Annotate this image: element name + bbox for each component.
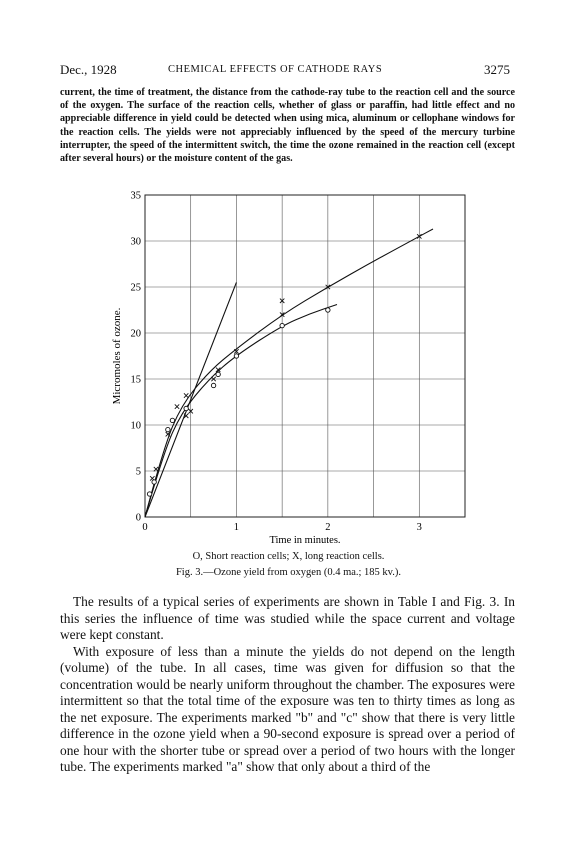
x-tick-label: 2 — [325, 522, 331, 533]
data-point-o — [166, 427, 170, 431]
y-tick-label: 10 — [130, 420, 141, 432]
chart-grid — [145, 195, 465, 517]
header-date: Dec., 1928 — [60, 62, 117, 77]
data-point-o — [170, 418, 174, 422]
data-point-o — [152, 480, 156, 484]
body-paragraph-2: With exposure of less than a minute the yields do not depend on the length (volume) of the tube. In all cases, time was given for diffusion so that the concentration would be nearly uniform throughout the chamber. The exposures were intermittent so that the total time of the exposure was ten to thirty times as long as the net exposure. The experiments marked "b" and "c" show that there is very little difference in the ozone yield when a 90-second exposure is spread over a period of one hour with the shorter tube or spread over a period of two hours with the longer tube. The experiments marked "a" show that only about a third of the — [60, 643, 515, 774]
x-tick-label: 0 — [142, 522, 148, 533]
data-point-o — [326, 308, 330, 312]
y-tick-label: 30 — [130, 236, 141, 248]
data-point-o — [211, 383, 215, 387]
figure-caption: Fig. 3.—Ozone yield from oxygen (0.4 ma.; 185 kv.). — [175, 567, 402, 578]
x-axis-label: Time in minutes. — [269, 535, 341, 545]
data-point-o — [216, 372, 220, 376]
data-point-o — [234, 354, 238, 358]
data-point-x — [154, 467, 158, 471]
page-number: 3275 — [484, 62, 510, 77]
y-tick-label: 20 — [130, 328, 141, 340]
data-point-o — [280, 323, 284, 327]
y-tick-label: 35 — [130, 190, 141, 202]
data-point-o — [147, 492, 151, 496]
y-axis-label: Micromoles of ozone. — [111, 307, 123, 405]
plot-frame — [145, 195, 465, 517]
series-curve-2 — [145, 305, 337, 518]
header-title: CHEMICAL EFFECTS OF CATHODE RAYS — [168, 64, 383, 75]
y-tick-label: 0 — [135, 512, 141, 524]
y-tick-label: 5 — [135, 466, 141, 478]
data-point-x — [175, 404, 179, 408]
body-text — [60, 594, 515, 776]
data-point-x — [184, 393, 188, 397]
series-curve-1 — [145, 229, 433, 517]
chart-curves — [145, 229, 433, 517]
figure-legend: O, Short reaction cells; X, long reaction cells. — [192, 551, 385, 562]
data-point-o — [184, 406, 188, 410]
x-tick-label: 1 — [233, 522, 240, 533]
x-tick-labels — [142, 522, 422, 533]
x-tick-label: 3 — [416, 522, 422, 533]
chart-markers — [147, 234, 421, 496]
intro-paragraph: current, the time of treatment, the distance from the cathode-ray tube to the reaction cell and the source of the oxygen. The surface of the reaction cells, whether of glass or paraffin, had little effect and no appreciable difference in yield could be detected when using mica, aluminum or cellophane windows for the reaction cells. The yields were not appreciably influenced by the speed of the mercury turbine interrupter, the speed of the intermittent switch, the time the ozone remained in the reaction cell (except after several hours) or the moisture content of the gas. — [60, 87, 515, 165]
body-paragraph-1: The results of a typical series of experiments are shown in Table I and Fig. 3. In this series the influence of time was studied while the space current and voltage were kept constant. — [60, 594, 515, 642]
y-tick-label: 25 — [130, 282, 141, 294]
y-tick-label: 15 — [130, 374, 141, 386]
y-tick-labels — [131, 191, 142, 524]
